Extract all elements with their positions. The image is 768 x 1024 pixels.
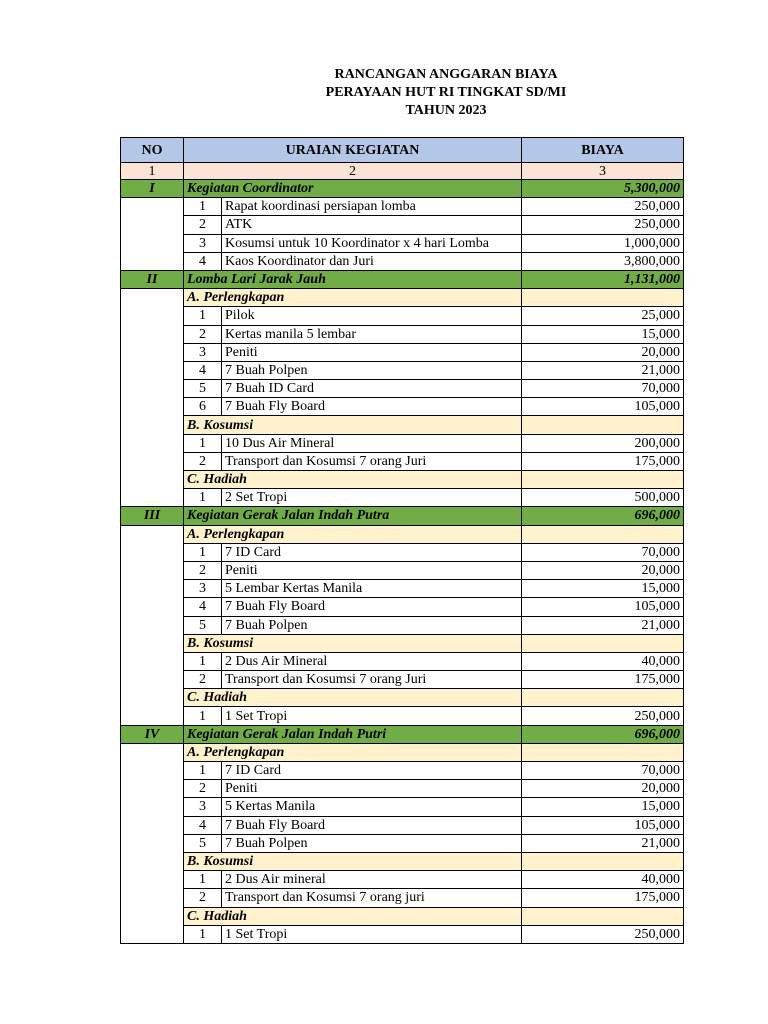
item-no-cell — [121, 762, 184, 780]
column-number-2: 2 — [184, 163, 522, 180]
table-row — [121, 707, 684, 725]
item-no-cell — [121, 398, 184, 416]
item-index: 1 — [184, 762, 222, 780]
item-description: ATK — [222, 216, 522, 234]
subgroup-label: A. Perlengkapan — [184, 525, 522, 543]
item-index: 1 — [184, 925, 222, 943]
subgroup-amount-cell — [522, 907, 684, 925]
section-total: 1,131,000 — [522, 270, 684, 288]
document-title-line-3: TAHUN 2023 — [405, 103, 487, 118]
section-total: 696,000 — [522, 507, 684, 525]
table-row — [121, 307, 684, 325]
table-row — [121, 871, 684, 889]
item-no-cell — [121, 561, 184, 579]
table-row — [121, 343, 684, 361]
item-index: 3 — [184, 343, 222, 361]
column-number-3: 3 — [522, 163, 684, 180]
item-description: Peniti — [222, 780, 522, 798]
item-index: 4 — [184, 816, 222, 834]
item-amount: 250,000 — [522, 707, 684, 725]
item-index: 4 — [184, 598, 222, 616]
item-amount: 200,000 — [522, 434, 684, 452]
item-index: 5 — [184, 616, 222, 634]
item-description: 2 Dus Air Mineral — [222, 652, 522, 670]
table-row — [121, 325, 684, 343]
header-uraian: URAIAN KEGIATAN — [184, 138, 522, 163]
item-amount: 15,000 — [522, 798, 684, 816]
subgroup-label: A. Perlengkapan — [184, 289, 522, 307]
header-biaya: BIAYA — [522, 138, 684, 163]
item-index: 1 — [184, 307, 222, 325]
item-no-cell — [121, 580, 184, 598]
item-no-cell — [121, 216, 184, 234]
table-row — [121, 798, 684, 816]
document-title-line-1: RANCANGAN ANGGARAN BIAYA — [334, 67, 558, 82]
item-no-cell — [121, 925, 184, 943]
section-number: II — [121, 270, 184, 288]
item-description: Peniti — [222, 561, 522, 579]
table-row — [121, 671, 684, 689]
item-description: Transport dan Kosumsi 7 orang Juri — [222, 671, 522, 689]
item-description: Transport dan Kosumsi 7 orang Juri — [222, 452, 522, 470]
item-amount: 175,000 — [522, 889, 684, 907]
item-index: 2 — [184, 889, 222, 907]
item-description: 7 Buah Fly Board — [222, 598, 522, 616]
budget-table — [120, 137, 684, 944]
subgroup-row — [121, 634, 684, 652]
document-title-line-2: PERAYAAN HUT RI TINGKAT SD/MI — [325, 85, 567, 100]
item-no-cell — [121, 489, 184, 507]
table-row — [121, 398, 684, 416]
table-row — [121, 834, 684, 852]
subgroup-no-cell — [121, 471, 184, 489]
subgroup-amount-cell — [522, 743, 684, 761]
subgroup-label: B. Kosumsi — [184, 634, 522, 652]
item-index: 1 — [184, 707, 222, 725]
subgroup-amount-cell — [522, 634, 684, 652]
section-title: Lomba Lari Jarak Jauh — [184, 270, 522, 288]
item-index: 3 — [184, 234, 222, 252]
item-index: 1 — [184, 198, 222, 216]
table-header-row — [121, 138, 684, 163]
item-description: Pilok — [222, 307, 522, 325]
item-amount: 70,000 — [522, 543, 684, 561]
subgroup-amount-cell — [522, 852, 684, 870]
item-no-cell — [121, 652, 184, 670]
table-row — [121, 452, 684, 470]
item-no-cell — [121, 816, 184, 834]
item-amount: 40,000 — [522, 871, 684, 889]
item-no-cell — [121, 889, 184, 907]
section-row — [121, 507, 684, 525]
subgroup-label: C. Hadiah — [184, 907, 522, 925]
subgroup-row — [121, 852, 684, 870]
item-index: 1 — [184, 871, 222, 889]
item-index: 1 — [184, 489, 222, 507]
table-row — [121, 489, 684, 507]
item-description: Kertas manila 5 lembar — [222, 325, 522, 343]
table-row — [121, 434, 684, 452]
item-amount: 250,000 — [522, 925, 684, 943]
subgroup-label: C. Hadiah — [184, 689, 522, 707]
item-description: 7 ID Card — [222, 543, 522, 561]
item-no-cell — [121, 325, 184, 343]
table-row — [121, 816, 684, 834]
subgroup-row — [121, 907, 684, 925]
subgroup-no-cell — [121, 852, 184, 870]
section-number: III — [121, 507, 184, 525]
section-row — [121, 180, 684, 198]
item-description: 7 ID Card — [222, 762, 522, 780]
item-amount: 105,000 — [522, 598, 684, 616]
subgroup-amount-cell — [522, 416, 684, 434]
table-row — [121, 252, 684, 270]
item-description: 10 Dus Air Mineral — [222, 434, 522, 452]
item-index: 2 — [184, 325, 222, 343]
item-amount: 70,000 — [522, 762, 684, 780]
item-amount: 21,000 — [522, 616, 684, 634]
item-index: 1 — [184, 434, 222, 452]
item-index: 1 — [184, 543, 222, 561]
item-description: 5 Kertas Manila — [222, 798, 522, 816]
item-description: Kaos Koordinator dan Juri — [222, 252, 522, 270]
section-number: IV — [121, 725, 184, 743]
subgroup-no-cell — [121, 525, 184, 543]
item-amount: 20,000 — [522, 343, 684, 361]
item-index: 3 — [184, 798, 222, 816]
item-description: 7 Buah Polpen — [222, 834, 522, 852]
section-number: I — [121, 180, 184, 198]
table-row — [121, 889, 684, 907]
table-row — [121, 234, 684, 252]
item-description: 2 Set Tropi — [222, 489, 522, 507]
item-amount: 105,000 — [522, 816, 684, 834]
item-no-cell — [121, 252, 184, 270]
table-row — [121, 361, 684, 379]
item-amount: 105,000 — [522, 398, 684, 416]
subgroup-amount-cell — [522, 689, 684, 707]
item-no-cell — [121, 834, 184, 852]
subgroup-row — [121, 289, 684, 307]
item-index: 2 — [184, 671, 222, 689]
subgroup-amount-cell — [522, 471, 684, 489]
item-no-cell — [121, 598, 184, 616]
subgroup-row — [121, 689, 684, 707]
item-index: 6 — [184, 398, 222, 416]
subgroup-amount-cell — [522, 289, 684, 307]
item-no-cell — [121, 798, 184, 816]
subgroup-no-cell — [121, 634, 184, 652]
item-description: 1 Set Tropi — [222, 707, 522, 725]
table-row — [121, 598, 684, 616]
item-description: 7 Buah Fly Board — [222, 816, 522, 834]
item-no-cell — [121, 380, 184, 398]
item-index: 2 — [184, 780, 222, 798]
section-total: 696,000 — [522, 725, 684, 743]
column-number-1: 1 — [121, 163, 184, 180]
item-amount: 1,000,000 — [522, 234, 684, 252]
subgroup-label: C. Hadiah — [184, 471, 522, 489]
item-index: 5 — [184, 380, 222, 398]
item-no-cell — [121, 234, 184, 252]
item-description: Kosumsi untuk 10 Koordinator x 4 hari Lomba — [222, 234, 522, 252]
subgroup-row — [121, 471, 684, 489]
table-row — [121, 616, 684, 634]
table-row — [121, 762, 684, 780]
item-description: Rapat koordinasi persiapan lomba — [222, 198, 522, 216]
item-amount: 70,000 — [522, 380, 684, 398]
header-no: NO — [121, 138, 184, 163]
item-index: 5 — [184, 834, 222, 852]
item-index: 4 — [184, 361, 222, 379]
section-title: Kegiatan Gerak Jalan Indah Putra — [184, 507, 522, 525]
table-row — [121, 652, 684, 670]
item-description: Peniti — [222, 343, 522, 361]
item-description: 7 Buah Polpen — [222, 616, 522, 634]
item-amount: 500,000 — [522, 489, 684, 507]
subgroup-label: A. Perlengkapan — [184, 743, 522, 761]
item-index: 4 — [184, 252, 222, 270]
item-index: 1 — [184, 652, 222, 670]
table-row — [121, 543, 684, 561]
item-no-cell — [121, 343, 184, 361]
table-row — [121, 216, 684, 234]
item-amount: 20,000 — [522, 561, 684, 579]
item-amount: 20,000 — [522, 780, 684, 798]
subgroup-label: B. Kosumsi — [184, 416, 522, 434]
item-no-cell — [121, 198, 184, 216]
item-no-cell — [121, 434, 184, 452]
subgroup-row — [121, 525, 684, 543]
item-amount: 250,000 — [522, 216, 684, 234]
table-row — [121, 380, 684, 398]
item-no-cell — [121, 780, 184, 798]
item-amount: 15,000 — [522, 325, 684, 343]
item-no-cell — [121, 452, 184, 470]
item-description: 7 Buah Fly Board — [222, 398, 522, 416]
item-description: 7 Buah Polpen — [222, 361, 522, 379]
item-amount: 25,000 — [522, 307, 684, 325]
table-row — [121, 561, 684, 579]
table-row — [121, 780, 684, 798]
section-title: Kegiatan Coordinator — [184, 180, 522, 198]
column-number-row — [121, 163, 684, 180]
item-amount: 15,000 — [522, 580, 684, 598]
item-index: 2 — [184, 452, 222, 470]
item-description: 7 Buah ID Card — [222, 380, 522, 398]
item-no-cell — [121, 307, 184, 325]
subgroup-no-cell — [121, 689, 184, 707]
item-index: 3 — [184, 580, 222, 598]
item-amount: 3,800,000 — [522, 252, 684, 270]
section-total: 5,300,000 — [522, 180, 684, 198]
section-row — [121, 270, 684, 288]
subgroup-no-cell — [121, 743, 184, 761]
item-index: 2 — [184, 561, 222, 579]
item-amount: 175,000 — [522, 671, 684, 689]
item-amount: 21,000 — [522, 834, 684, 852]
item-amount: 250,000 — [522, 198, 684, 216]
item-no-cell — [121, 616, 184, 634]
item-amount: 175,000 — [522, 452, 684, 470]
item-no-cell — [121, 671, 184, 689]
table-row — [121, 580, 684, 598]
subgroup-row — [121, 416, 684, 434]
subgroup-no-cell — [121, 907, 184, 925]
subgroup-no-cell — [121, 289, 184, 307]
subgroup-label: B. Kosumsi — [184, 852, 522, 870]
item-no-cell — [121, 543, 184, 561]
section-row — [121, 725, 684, 743]
item-amount: 40,000 — [522, 652, 684, 670]
item-index: 2 — [184, 216, 222, 234]
section-title: Kegiatan Gerak Jalan Indah Putri — [184, 725, 522, 743]
table-row — [121, 198, 684, 216]
item-description: Transport dan Kosumsi 7 orang juri — [222, 889, 522, 907]
item-no-cell — [121, 707, 184, 725]
item-description: 1 Set Tropi — [222, 925, 522, 943]
item-amount: 21,000 — [522, 361, 684, 379]
subgroup-amount-cell — [522, 525, 684, 543]
item-no-cell — [121, 361, 184, 379]
table-row — [121, 925, 684, 943]
item-description: 2 Dus Air mineral — [222, 871, 522, 889]
subgroup-row — [121, 743, 684, 761]
item-no-cell — [121, 871, 184, 889]
item-description: 5 Lembar Kertas Manila — [222, 580, 522, 598]
subgroup-no-cell — [121, 416, 184, 434]
